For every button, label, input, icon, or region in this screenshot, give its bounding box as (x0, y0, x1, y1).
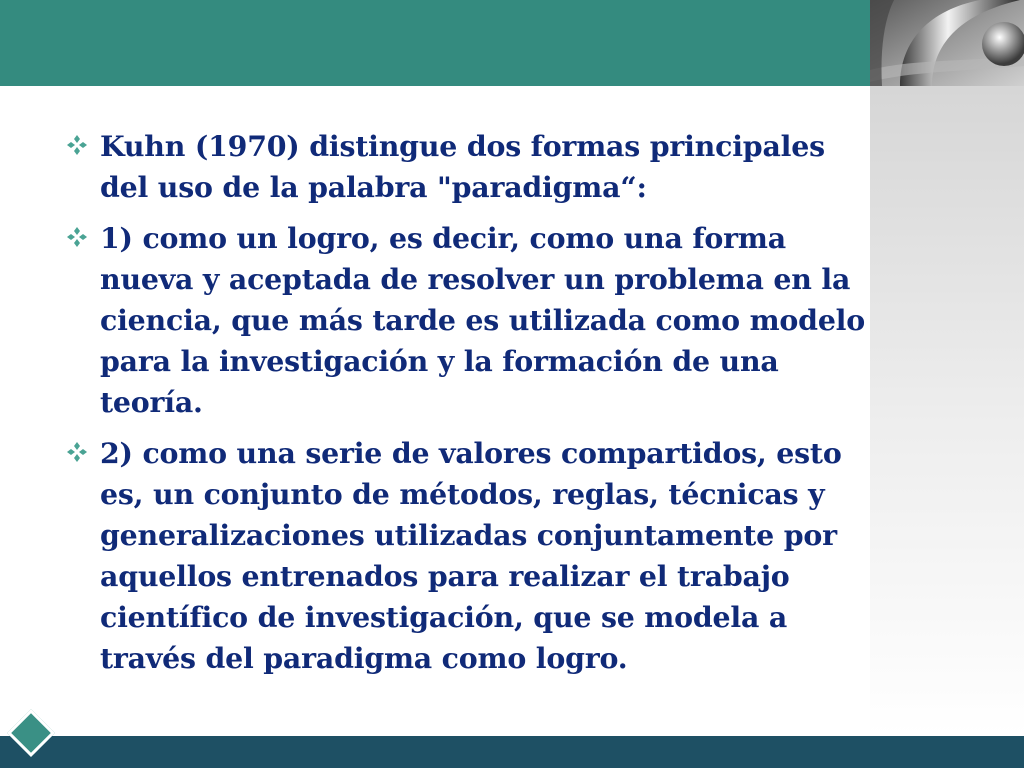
bullet-line: es, un conjunto de métodos, reglas, técnicas y (100, 477, 825, 511)
bottom-footer-band (0, 736, 1024, 768)
bullet-line: 1) como un logro, es decir, como una forma (100, 221, 786, 255)
bullet-line: generalizaciones utilizadas conjuntamente por (100, 518, 837, 552)
bullet-line: teoría. (100, 385, 203, 419)
bullet-list (66, 126, 956, 689)
bullet-text (100, 218, 865, 423)
bullet-line: científico de investigación, que se modela a (100, 600, 788, 634)
bullet-line: aquellos entrenados para realizar el trabajo (100, 559, 790, 593)
bullet-line: del uso de la palabra "paradigma“: (100, 170, 647, 204)
bullet-item (66, 433, 956, 679)
corner-metallic-image (870, 0, 1024, 86)
bullet-line: nueva y aceptada de resolver un problema en la (100, 262, 851, 296)
bullet-line: para la investigación y la formación de una (100, 344, 779, 378)
bullet-line: través del paradigma como logro. (100, 641, 628, 675)
four-diamond-bullet-icon (66, 218, 100, 256)
bullet-text (100, 433, 842, 679)
four-diamond-bullet-icon (66, 126, 100, 164)
metallic-tube-icon (870, 0, 1024, 86)
bullet-line: 2) como una serie de valores compartidos, esto (100, 436, 842, 470)
bullet-line: Kuhn (1970) distingue dos formas principales (100, 129, 825, 163)
bullet-item (66, 126, 956, 208)
top-header-band (0, 0, 870, 86)
bullet-line: ciencia, que más tarde es utilizada como modelo (100, 303, 866, 337)
bullet-text (100, 126, 825, 208)
four-diamond-bullet-icon (66, 433, 100, 471)
bullet-item (66, 218, 956, 423)
